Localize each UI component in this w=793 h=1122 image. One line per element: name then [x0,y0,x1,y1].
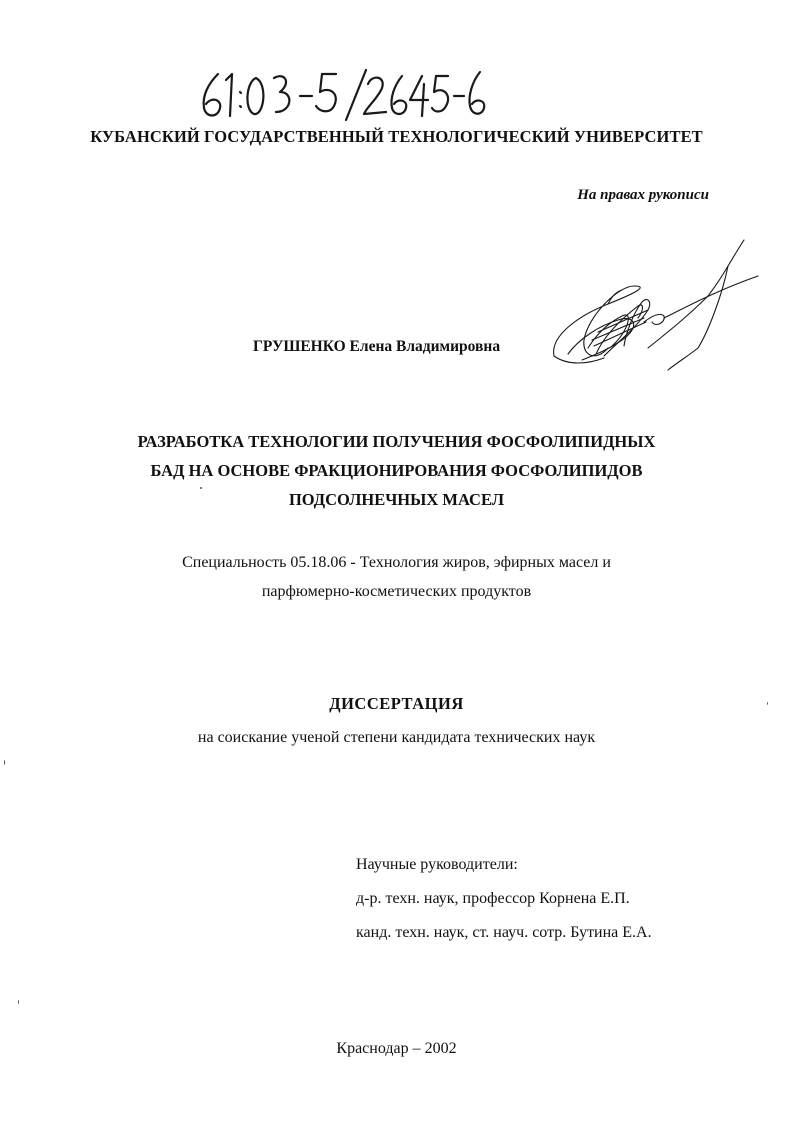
author-surname: ГРУШЕНКО [253,338,346,355]
signature-icon [548,236,768,384]
degree-statement: на соискание ученой степени кандидата технических наук [197,729,596,746]
specialty-line: парфюмерно-косметических продуктов [261,583,532,600]
document-type: ДИССЕРТАЦИЯ [329,694,464,713]
city-year: Краснодар – 2002 [336,1040,457,1057]
supervisors-block [356,848,652,950]
title-line: РАЗРАБОТКА ТЕХНОЛОГИИ ПОЛУЧЕНИЯ ФОСФОЛИПИДНЫХ [137,432,656,451]
scan-speck [200,487,202,489]
university-name: КУБАНСКИЙ ГОСУДАРСТВЕННЫЙ ТЕХНОЛОГИЧЕСКИЙ УНИВЕРСИТЕТ [90,127,703,146]
supervisors-heading: Научные руководители: [356,856,518,873]
supervisor-item: канд. техн. наук, ст. науч. сотр. Бутина Е.А. [356,924,652,941]
specialty [0,548,793,606]
dissertation-title [0,427,793,514]
title-line: БАД НА ОСНОВЕ ФРАКЦИОНИРОВАНИЯ ФОСФОЛИПИДОВ [150,461,643,480]
scan-speck [767,702,768,705]
title-line: ПОДСОЛНЕЧНЫХ МАСЕЛ [288,490,505,509]
manuscript-rights-note: На правах рукописи [577,187,709,203]
scan-speck [18,1000,19,1004]
handwritten-archive-number [196,66,486,124]
scan-speck [4,760,5,765]
author-name [253,338,500,356]
specialty-line: Специальность 05.18.06 - Технология жиров, эфирных масел и [182,554,611,571]
author-given-names: Елена Владимировна [349,338,501,355]
supervisor-item: д-р. техн. наук, профессор Корнена Е.П. [356,890,630,907]
